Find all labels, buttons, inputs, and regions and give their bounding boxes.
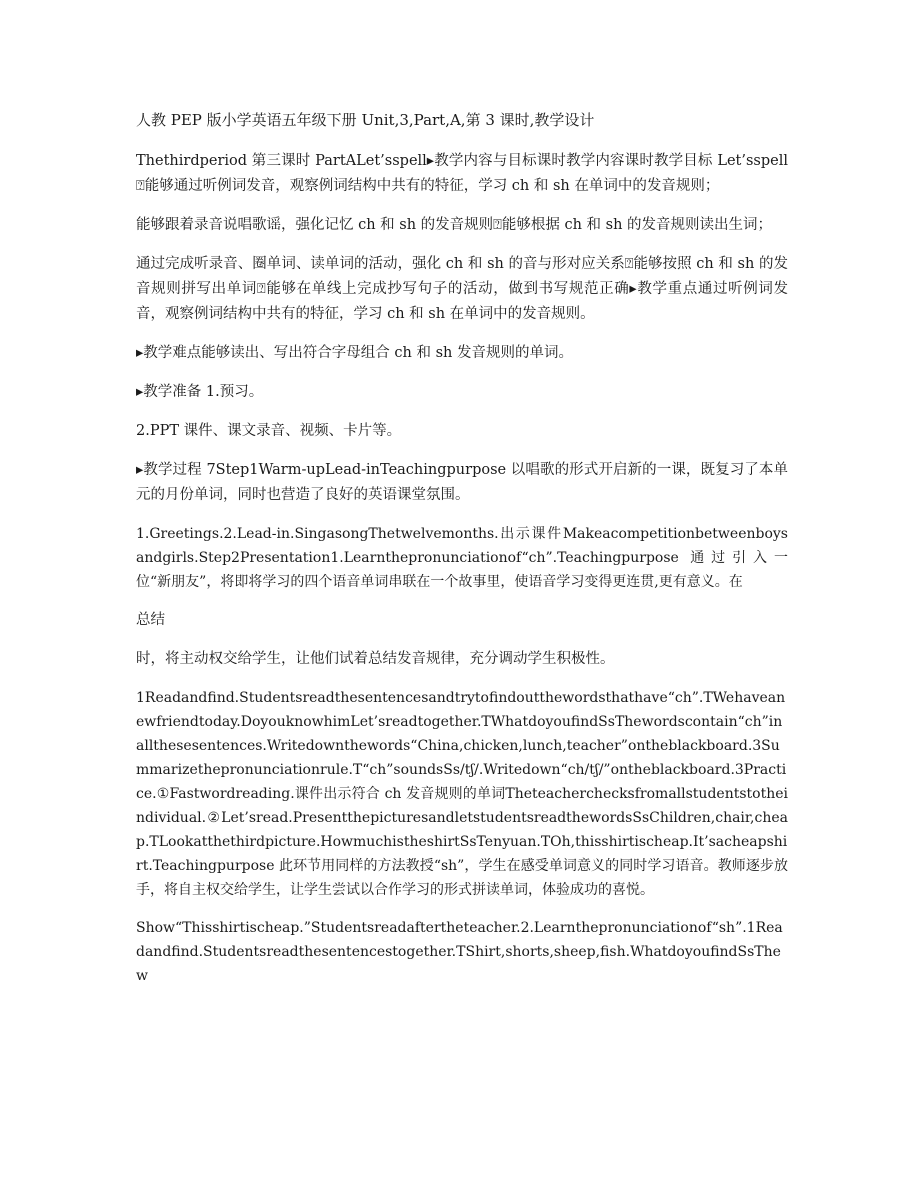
- paragraph-difficulties: ▸教学难点能够读出、写出符合字母组合 ch 和 sh 发音规则的单词。: [136, 345, 573, 361]
- paragraph-process: ▸教学过程 7Step1Warm-upLead-inTeachingpurpose 以唱歌的形式开启新的一课，既复习了本单元的月份单词，同时也营造了良好的英语课堂氛围。: [136, 462, 788, 503]
- paragraph-materials: 2.PPT 课件、课文录音、视频、卡片等。: [136, 423, 402, 439]
- paragraph-summary-heading: 总结: [136, 612, 165, 628]
- paragraph-ch-practice: 1Readandfind.Studentsreadthesentencesandtrytofindoutthewordsthathave“ch”.TWehaveanewfriendtoday.DoyouknowhimLet’sreadtogether.TWhatdoyoufindSsThewordscontain“ch”inallthesesentences.Writedownthewords“China,chicken,lunch,teacher”ontheblackboard.3Summarizethepronunciationrule.T“ch”soundsSs/tʃ/.Writedown“ch/tʃ/”ontheblackboard.3Practice.①Fastwordreading.课件出示符合 ch 发音规则的单词Theteacherchecksfromallstudentstotheindividual.②Let’sread.PresentthepicturesandletstudentsreadthewordsSsChildren,chair,cheap.TLookatthethirdpicture.HowmuchistheshirtSsTenyuan.TOh,thisshirtischeap.It’sacheapshirt.Teachingpurpose 此环节用同样的方法教授“sh”，学生在感受单词意义的同时学习语音。教师逐步放手，将自主权交给学生，让学生尝试以合作学习的形式拼读单词，体验成功的喜悦。: [136, 690, 788, 898]
- document-title: 人教 PEP 版小学英语五年级下册 Unit,3,Part,A,第 3 课时,教学设计: [136, 111, 595, 129]
- paragraph-objectives: Thethirdperiod 第三课时 PartALet’sspell▸教学内容与目标课时教学内容课时教学目标 Let’sspell⍰能够通过听例词发音，观察例词结构中共有的特征，学习 ch 和 sh 在单词中的发音规则；: [136, 153, 788, 194]
- paragraph-chant: 能够跟着录音说唱歌谣，强化记忆 ch 和 sh 的发音规则⍰能够根据 ch 和 sh 的发音规则读出生词；: [136, 217, 773, 233]
- paragraph-sh-learning: Show“Thisshirtischeap.”Studentsreadaftertheteacher.2.Learnthepronunciationof“sh”.1Readandfind.Studentsreadthesentencestogether.TShirt,shorts,sheep,fish.WhatdoyoufindSsThew: [136, 920, 783, 984]
- paragraph-key-points: 通过完成听录音、圈单词、读单词的活动，强化 ch 和 sh 的音与形对应关系⍰能够按照 ch 和 sh 的发音规则拼写出单词⍰能够在单线上完成抄写句子的活动，做到书写规范正确▸教学重点通过听例词发音，观察例词结构中共有的特征，学习 ch 和 sh 在单词中的发音规则。: [136, 256, 788, 322]
- paragraph-summary-text: 时，将主动权交给学生，让他们试着总结发音规律，充分调动学生积极性。: [136, 651, 615, 667]
- paragraph-step1-step2: 1.Greetings.2.Lead-in.SingasongThetwelvemonths.出示课件Makeacompetitionbetweenboysandgirls.Step2Presentation1.Learnthepronunciationof“ch”.Teachingpurpose 通过引入一位“新朋友”，将即将学习的四个语音单词串联在一个故事里，使语音学习变得更连贯,更有意义。在: [136, 526, 788, 590]
- paragraph-preparation: ▸教学准备 1.预习。: [136, 384, 264, 400]
